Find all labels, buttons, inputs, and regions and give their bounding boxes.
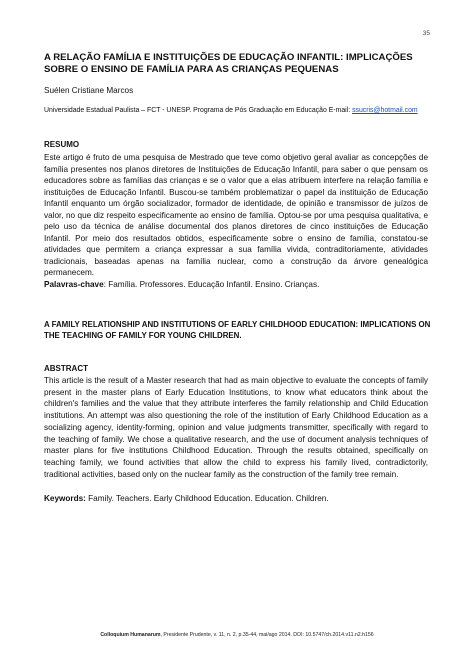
palavras-chave-list: : Família. Professores. Educação Infantil. Ensino. Crianças. (103, 280, 320, 289)
page-number: 35 (422, 30, 430, 37)
resumo-heading: RESUMO (44, 140, 80, 149)
palavras-chave (44, 279, 434, 290)
abstract-body: This article is the result of a Master research that had as main objective to evaluate the concepts of family present in the master plans of Early Education Institutions, to know what educators think about the children's families and the value that they attribute interferes the family relationship and Child Education institutions. An attempt was also questioning the role of the institution of Early Childhood Education as a socializing agency, identity-forming, opinion and value judgments transmitter, specifically with regard to the teaching of family. We chose a qualitative research, and the use of document analysis techniques of master plans for five institutions Childhood Education. Through the results obtained, specifically on teaching family, we found activities that allow the child to express his family lived, contradictorily, traditional activities, based only on the nuclear family as the construction of the family tree remain. (44, 376, 428, 479)
citation-details: , Presidente Prudente, v. 11, n. 2, p.35-44, mai/ago 2014. DOI: 10.5747/ch.2014.v11.n2.h156 (160, 632, 374, 638)
keywords-list: Family. Teachers. Early Childhood Education. Education. Children. (85, 494, 329, 503)
abstract-heading: ABSTRACT (44, 364, 88, 373)
affiliation-text: Universidade Estadual Paulista – FCT - UNESP. Programa de Pós Graduação em Educação E-mail: (44, 107, 353, 114)
author-name: Suélen Cristiane Marcos (44, 86, 134, 95)
keywords-label: Keywords: (44, 494, 86, 503)
article-title: A RELAÇÃO FAMÍLIA E INSTITUIÇÕES DE EDUCAÇÃO INFANTIL: IMPLICAÇÕES SOBRE O ENSINO DE FAMÍLIA PARA AS CRIANÇAS PEQUENAS (44, 52, 413, 76)
english-title: A FAMILY RELATIONSHIP AND INSTITUTIONS OF EARLY CHILDHOOD EDUCATION: IMPLICATIONS ON THE TEACHING OF FAMILY FOR YOUNG CHILDREN. (44, 320, 431, 340)
email-link[interactable]: ssucris@hotmail.com (352, 107, 418, 114)
palavras-chave-label: Palavras-chave (44, 280, 104, 289)
resumo-body: Este artigo é fruto de uma pesquisa de Mestrado que teve como objetivo geral avaliar as concepções de família presentes nos planos diretores de Instituições de Educação Infantil, para saber o que pensam os educadores sobre as famílias das crianças e se o valor que a elas atribuem interfere na relação família e instituições de Educação Infantil. Buscou-se também problematizar o papel da instituição de Educação Infantil enquanto um órgão socializador, formador de identidade, de opinião e transmissor de juízos de valor, no que diz respeito especificamente ao ensino de família. Optou-se por uma pesquisa qualitativa, e pelo uso da técnica de análise documental dos planos diretores de cinco instituições de Educação Infantil. Por meio dos resultados obtidos, especificamente sobre o ensino de família, constatou-se atividades que permitem a criança expressar a sua família vivida, contraditoriamente, atividades tradicionais, baseadas apenas na família nuclear, como a construção da árvore genealógica permanecem. (44, 153, 428, 277)
citation-footer (0, 632, 474, 638)
keywords (44, 493, 434, 504)
author-affiliation (44, 107, 418, 114)
journal-name: Colloquium Humanarum (100, 632, 161, 638)
